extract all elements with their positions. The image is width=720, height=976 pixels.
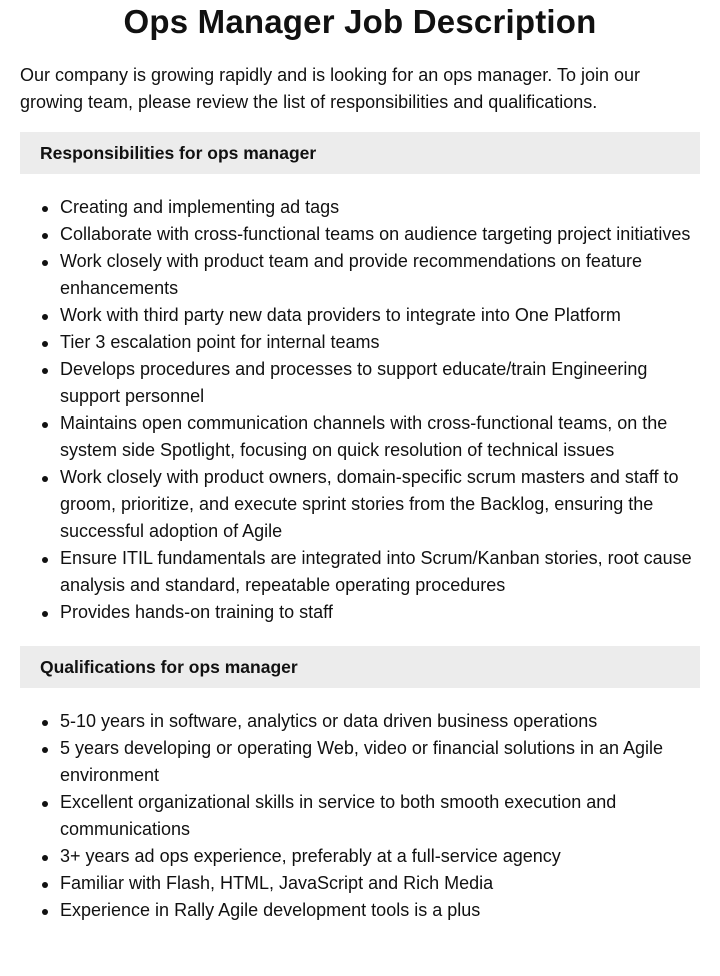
list-item: Work closely with product team and provide recommendations on feature enhancements	[20, 248, 700, 302]
qualifications-heading: Qualifications for ops manager	[20, 646, 700, 688]
list-item: Work closely with product owners, domain-specific scrum masters and staff to groom, prioritize, and execute sprint stories from the Backlog, ensuring the successful adoption of Agile	[20, 464, 700, 545]
list-item: Work with third party new data providers to integrate into One Platform	[20, 302, 700, 329]
list-item: Provides hands-on training to staff	[20, 599, 700, 626]
list-item: Tier 3 escalation point for internal teams	[20, 329, 700, 356]
list-item: Familiar with Flash, HTML, JavaScript and Rich Media	[20, 870, 700, 897]
list-item: Experience in Rally Agile development tools is a plus	[20, 897, 700, 924]
responsibilities-heading: Responsibilities for ops manager	[20, 132, 700, 174]
list-item: Creating and implementing ad tags	[20, 194, 700, 221]
list-item: 5-10 years in software, analytics or data driven business operations	[20, 708, 700, 735]
list-item: Maintains open communication channels with cross-functional teams, on the system side Spotlight, focusing on quick resolution of technical issues	[20, 410, 700, 464]
list-item: Collaborate with cross-functional teams on audience targeting project initiatives	[20, 221, 700, 248]
list-item: Develops procedures and processes to support educate/train Engineering support personnel	[20, 356, 700, 410]
intro-paragraph: Our company is growing rapidly and is looking for an ops manager. To join our growing team, please review the list of responsibilities and qualifications.	[20, 65, 641, 112]
list-item: Ensure ITIL fundamentals are integrated into Scrum/Kanban stories, root cause analysis and standard, repeatable operating procedures	[20, 545, 700, 599]
list-item: 5 years developing or operating Web, video or financial solutions in an Agile environment	[20, 735, 700, 789]
qualifications-list	[20, 708, 700, 924]
list-item: Excellent organizational skills in service to both smooth execution and communications	[20, 789, 700, 843]
list-item: 3+ years ad ops experience, preferably at a full-service agency	[20, 843, 700, 870]
page-title: Ops Manager Job Description	[123, 3, 597, 40]
responsibilities-list	[20, 194, 700, 626]
